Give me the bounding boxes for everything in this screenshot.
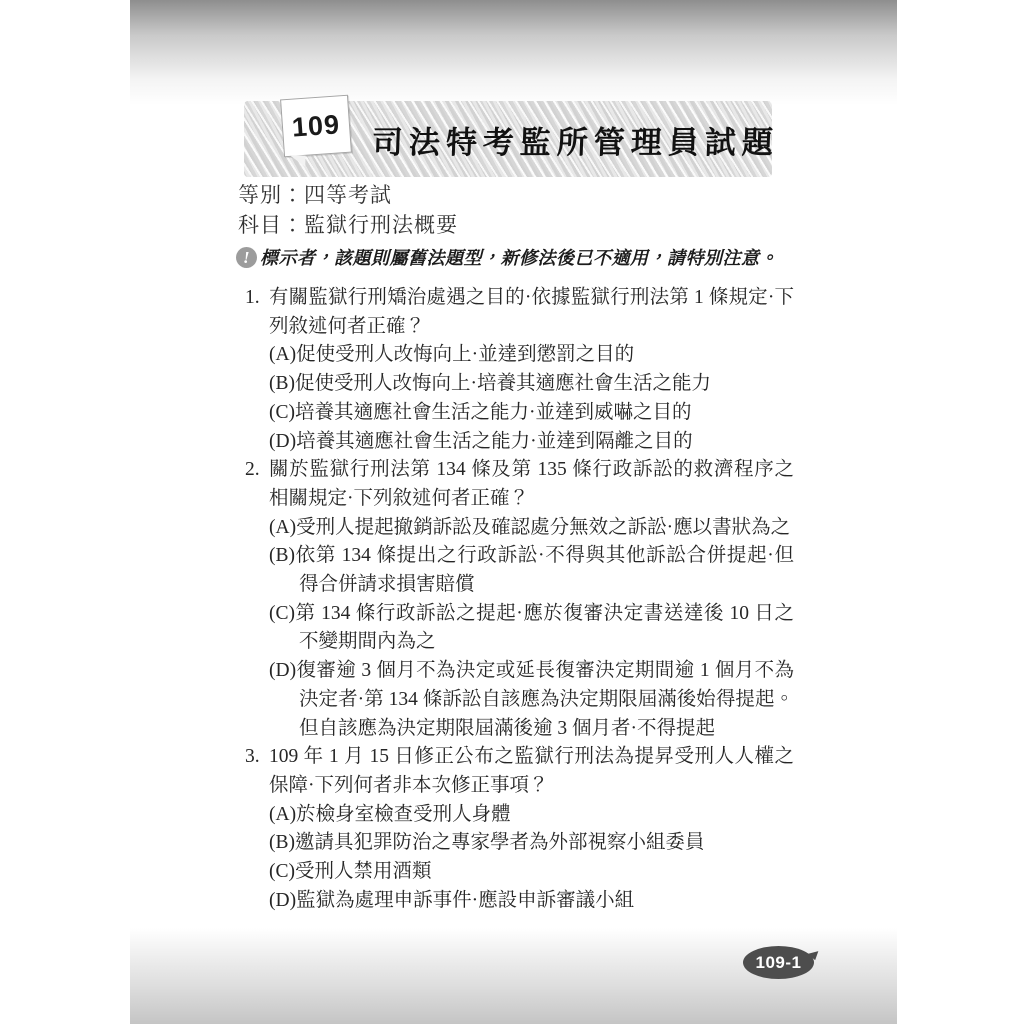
option-c: (C)第 134 條行政訴訟之提起·應於復審決定書送達後 10 日之不變期間內為之 — [269, 602, 794, 653]
page-number-badge — [743, 946, 814, 979]
option-a: (A)受刑人提起撤銷訴訟及確認處分無效之訴訟·應以書狀為之 — [269, 516, 791, 538]
page-title: 司法特考監所管理員試題 — [371, 124, 780, 160]
notice-text: 標示者，該題則屬舊法題型，新修法後已不適用，請特別注意。 — [260, 248, 778, 268]
year-label: 109 — [290, 108, 341, 143]
option-d: (D)培養其適應社會生活之能力·並達到隔離之目的 — [269, 430, 693, 452]
question-text: 有關監獄行刑矯治處遇之目的·依據監獄行刑法第 1 條規定·下列敘述何者正確？ — [269, 287, 794, 337]
option-b: (B)依第 134 條提出之行政訴訟·不得與其他訴訟合併提起·但得合併請求損害賠償 — [269, 545, 794, 596]
option-b: (B)促使受刑人改悔向上·培養其適應社會生活之能力 — [269, 373, 711, 395]
exam-page — [130, 0, 897, 1024]
question-body — [269, 284, 794, 456]
option-a: (A)於檢身室檢查受刑人身體 — [269, 803, 511, 825]
question-1 — [245, 284, 794, 456]
exam-subject: 科目：監獄行刑法概要 — [238, 214, 458, 237]
title-banner — [244, 101, 780, 177]
question-2 — [245, 456, 794, 743]
old-law-notice — [236, 246, 796, 270]
option-c: (C)培養其適應社會生活之能力·並達到威嚇之目的 — [269, 401, 692, 423]
question-number: 2. — [245, 459, 260, 481]
question-number: 1. — [245, 287, 260, 308]
option-d: (D)監獄為處理申訴事件·應設申訴審議小組 — [269, 889, 635, 911]
option-c: (C)受刑人禁用酒類 — [269, 861, 432, 883]
exclamation-icon — [236, 247, 257, 268]
option-a: (A)促使受刑人改悔向上·並達到懲罰之目的 — [269, 344, 635, 366]
question-body — [269, 456, 794, 743]
page-number: 109-1 — [755, 952, 802, 972]
exclamation-glyph: ! — [242, 247, 251, 267]
exam-meta — [238, 181, 458, 241]
option-d: (D)復審逾 3 個月不為決定或延長復審決定期間逾 1 個月不為決定者·第 134 條訴訟自該應為決定期限屆滿後始得提起。但自該應為決定期限屆滿後逾 3 個月者·不得提起 — [269, 660, 794, 739]
question-body — [269, 743, 794, 915]
exam-level: 等別：四等考試 — [238, 184, 392, 207]
question-list — [245, 284, 794, 915]
question-3 — [245, 743, 794, 915]
question-text: 關於監獄行刑法第 134 條及第 135 條行政訴訟的救濟程序之相關規定·下列敘述何者正確？ — [269, 459, 794, 509]
question-number: 3. — [245, 746, 260, 768]
question-text: 109 年 1 月 15 日修正公布之監獄行刑法為提昇受刑人人權之保障·下列何者非本次修正事項？ — [269, 746, 794, 796]
option-b: (B)邀請具犯罪防治之專家學者為外部視察小組委員 — [269, 832, 705, 854]
year-flag — [280, 95, 352, 158]
